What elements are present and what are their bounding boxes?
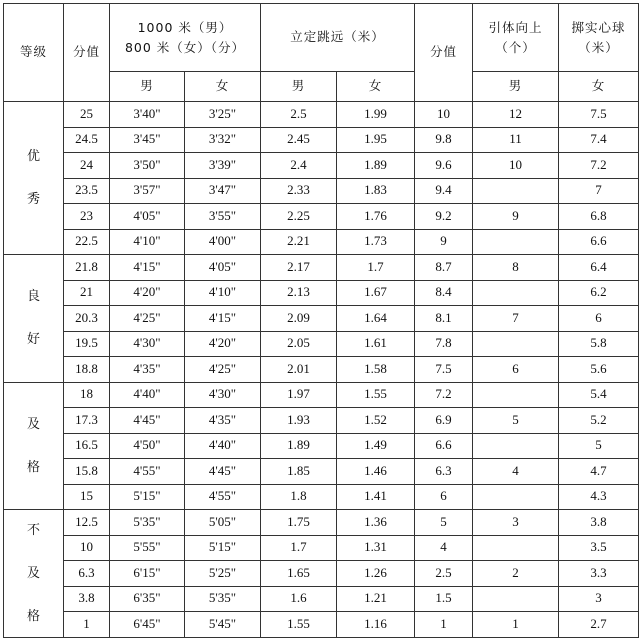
cell-score2: 8.4: [415, 280, 473, 306]
cell-score2: 9: [415, 229, 473, 255]
cell-run-male: 5'15": [110, 484, 185, 510]
cell-jump-male: 1.85: [261, 459, 337, 485]
cell-run-male: 4'25": [110, 306, 185, 332]
header-score2: 分值: [415, 4, 473, 102]
table-header: [4, 4, 639, 102]
table-row: [4, 102, 639, 128]
table-body: [4, 102, 639, 638]
cell-pullup-male: 8: [473, 255, 559, 281]
cell-jump-female: 1.55: [337, 382, 415, 408]
cell-ball-female: 3.8: [559, 510, 639, 536]
header-run-female: 女: [185, 72, 261, 102]
cell-run-female: 3'55": [185, 204, 261, 230]
cell-jump-male: 2.5: [261, 102, 337, 128]
cell-pullup-male: 4: [473, 459, 559, 485]
cell-jump-male: 1.93: [261, 408, 337, 434]
cell-jump-female: 1.46: [337, 459, 415, 485]
cell-ball-female: 3.3: [559, 561, 639, 587]
cell-ball-female: 5.8: [559, 331, 639, 357]
cell-run-male: 4'15": [110, 255, 185, 281]
header-pullup-male: 男: [473, 72, 559, 102]
cell-score2: 7.2: [415, 382, 473, 408]
table-row: [4, 153, 639, 179]
cell-score: 23.5: [64, 178, 110, 204]
cell-score: 20.3: [64, 306, 110, 332]
cell-ball-female: 5.6: [559, 357, 639, 383]
cell-score: 10: [64, 535, 110, 561]
cell-run-male: 3'45": [110, 127, 185, 153]
cell-ball-female: 6.4: [559, 255, 639, 281]
cell-run-male: 6'45": [110, 612, 185, 638]
cell-ball-female: 6.2: [559, 280, 639, 306]
cell-score2: 8.7: [415, 255, 473, 281]
grade-char: 格: [26, 608, 40, 624]
cell-run-female: 4'55": [185, 484, 261, 510]
cell-score2: 8.1: [415, 306, 473, 332]
cell-run-male: 3'50": [110, 153, 185, 179]
table-row: [4, 229, 639, 255]
cell-jump-female: 1.16: [337, 612, 415, 638]
grade-gap: [4, 163, 63, 193]
cell-score: 24.5: [64, 127, 110, 153]
grade-char: 优: [26, 149, 40, 164]
cell-run-male: 4'55": [110, 459, 185, 485]
grade-gap: [4, 537, 63, 567]
cell-run-female: 4'20": [185, 331, 261, 357]
cell-score2: 10: [415, 102, 473, 128]
cell-ball-female: 4.7: [559, 459, 639, 485]
cell-run-male: 5'55": [110, 535, 185, 561]
cell-ball-female: 5.2: [559, 408, 639, 434]
grade-cell: [4, 102, 64, 255]
cell-score: 18: [64, 382, 110, 408]
cell-pullup-male: [473, 382, 559, 408]
cell-run-female: 5'15": [185, 535, 261, 561]
cell-run-male: 3'57": [110, 178, 185, 204]
header-run-line2: 800 米（女）（分）: [124, 39, 246, 55]
grade-cell: [4, 255, 64, 383]
cell-jump-male: 2.09: [261, 306, 337, 332]
cell-score: 18.8: [64, 357, 110, 383]
header-ball-line2: （米）: [578, 39, 619, 55]
cell-pullup-male: [473, 331, 559, 357]
cell-jump-male: 2.17: [261, 255, 337, 281]
header-jump-male: 男: [261, 72, 337, 102]
cell-jump-male: 2.05: [261, 331, 337, 357]
cell-score2: 6: [415, 484, 473, 510]
cell-jump-male: 2.13: [261, 280, 337, 306]
grade-char: 格: [26, 459, 40, 475]
cell-run-female: 3'25": [185, 102, 261, 128]
cell-jump-male: 1.65: [261, 561, 337, 587]
cell-run-female: 4'15": [185, 306, 261, 332]
grade-char: 良: [26, 289, 40, 305]
cell-score2: 6.3: [415, 459, 473, 485]
cell-pullup-male: 6: [473, 357, 559, 383]
cell-run-female: 4'25": [185, 357, 261, 383]
cell-run-male: 4'20": [110, 280, 185, 306]
header-ball: [559, 4, 639, 72]
cell-score2: 7.5: [415, 357, 473, 383]
cell-pullup-male: 9: [473, 204, 559, 230]
cell-score2: 7.8: [415, 331, 473, 357]
cell-score2: 6.6: [415, 433, 473, 459]
cell-jump-male: 1.75: [261, 510, 337, 536]
cell-run-male: 4'30": [110, 331, 185, 357]
grade-cell: [4, 510, 64, 638]
header-ball-female: 女: [559, 72, 639, 102]
cell-jump-male: 2.33: [261, 178, 337, 204]
cell-ball-female: 6.8: [559, 204, 639, 230]
cell-score2: 5: [415, 510, 473, 536]
cell-pullup-male: [473, 484, 559, 510]
table-row: [4, 306, 639, 332]
cell-score2: 4: [415, 535, 473, 561]
cell-pullup-male: 3: [473, 510, 559, 536]
cell-ball-female: 2.7: [559, 612, 639, 638]
header-pullup-line1: 引体向上: [488, 19, 543, 35]
table-row: [4, 178, 639, 204]
cell-run-female: 4'00": [185, 229, 261, 255]
cell-jump-female: 1.89: [337, 153, 415, 179]
cell-run-male: 4'50": [110, 433, 185, 459]
table-row: [4, 510, 639, 536]
cell-score: 15.8: [64, 459, 110, 485]
cell-jump-male: 2.4: [261, 153, 337, 179]
table-row: [4, 433, 639, 459]
header-run: [110, 4, 261, 72]
cell-pullup-male: 12: [473, 102, 559, 128]
cell-pullup-male: [473, 586, 559, 612]
cell-jump-male: 1.8: [261, 484, 337, 510]
cell-run-male: 4'05": [110, 204, 185, 230]
table-row: [4, 204, 639, 230]
grade-char: 好: [26, 332, 40, 348]
grade-gap: [4, 431, 63, 461]
cell-run-female: 4'30": [185, 382, 261, 408]
cell-pullup-male: 1: [473, 612, 559, 638]
score-table: [3, 3, 639, 638]
cell-jump-male: 1.89: [261, 433, 337, 459]
cell-run-male: 5'35": [110, 510, 185, 536]
cell-pullup-male: 5: [473, 408, 559, 434]
header-run-line1: 1000 米（男）: [137, 19, 233, 35]
cell-run-female: 4'05": [185, 255, 261, 281]
cell-jump-male: 1.6: [261, 586, 337, 612]
cell-pullup-male: 7: [473, 306, 559, 332]
cell-jump-female: 1.49: [337, 433, 415, 459]
cell-jump-male: 2.45: [261, 127, 337, 153]
table-row: [4, 459, 639, 485]
table-row: [4, 357, 639, 383]
cell-jump-female: 1.76: [337, 204, 415, 230]
cell-pullup-male: 11: [473, 127, 559, 153]
cell-jump-female: 1.41: [337, 484, 415, 510]
cell-ball-female: 7: [559, 178, 639, 204]
cell-jump-female: 1.31: [337, 535, 415, 561]
cell-run-male: 6'35": [110, 586, 185, 612]
header-score: 分值: [64, 4, 110, 102]
cell-score2: 9.8: [415, 127, 473, 153]
grade-char: 秀: [26, 192, 40, 207]
cell-score2: 6.9: [415, 408, 473, 434]
cell-score: 17.3: [64, 408, 110, 434]
cell-run-male: 6'15": [110, 561, 185, 587]
cell-jump-male: 1.55: [261, 612, 337, 638]
cell-run-male: 4'45": [110, 408, 185, 434]
table-row: [4, 408, 639, 434]
cell-pullup-male: [473, 535, 559, 561]
cell-run-female: 5'45": [185, 612, 261, 638]
cell-ball-female: 3.5: [559, 535, 639, 561]
cell-ball-female: 5.4: [559, 382, 639, 408]
cell-jump-female: 1.21: [337, 586, 415, 612]
cell-run-female: 4'45": [185, 459, 261, 485]
grade-char: 不: [26, 522, 40, 538]
cell-jump-male: 2.21: [261, 229, 337, 255]
cell-jump-female: 1.64: [337, 306, 415, 332]
grade-gap: [4, 303, 63, 333]
cell-run-female: 4'35": [185, 408, 261, 434]
cell-ball-female: 7.4: [559, 127, 639, 153]
cell-run-male: 4'40": [110, 382, 185, 408]
cell-jump-female: 1.7: [337, 255, 415, 281]
cell-jump-female: 1.26: [337, 561, 415, 587]
cell-ball-female: 7.5: [559, 102, 639, 128]
cell-ball-female: 3: [559, 586, 639, 612]
table-row: [4, 535, 639, 561]
cell-jump-female: 1.67: [337, 280, 415, 306]
table-row: [4, 586, 639, 612]
cell-ball-female: 5: [559, 433, 639, 459]
table-row: [4, 561, 639, 587]
cell-jump-female: 1.61: [337, 331, 415, 357]
cell-run-female: 5'35": [185, 586, 261, 612]
cell-run-male: 3'40": [110, 102, 185, 128]
cell-run-female: 4'40": [185, 433, 261, 459]
grade-char: 及: [26, 416, 40, 432]
cell-run-male: 4'10": [110, 229, 185, 255]
cell-jump-female: 1.58: [337, 357, 415, 383]
header-pullup-line2: （个）: [495, 39, 536, 55]
cell-score: 25: [64, 102, 110, 128]
cell-ball-female: 6.6: [559, 229, 639, 255]
grade-char: 及: [26, 565, 40, 581]
grade-cell: [4, 382, 64, 510]
cell-jump-female: 1.36: [337, 510, 415, 536]
cell-pullup-male: [473, 280, 559, 306]
cell-jump-female: 1.99: [337, 102, 415, 128]
header-pullup: [473, 4, 559, 72]
cell-jump-male: 2.01: [261, 357, 337, 383]
cell-jump-female: 1.73: [337, 229, 415, 255]
cell-run-female: 3'47": [185, 178, 261, 204]
cell-score2: 9.6: [415, 153, 473, 179]
cell-jump-male: 1.7: [261, 535, 337, 561]
table-row: [4, 127, 639, 153]
cell-score: 15: [64, 484, 110, 510]
cell-score: 1: [64, 612, 110, 638]
cell-score2: 9.4: [415, 178, 473, 204]
cell-score: 21: [64, 280, 110, 306]
table-row: [4, 255, 639, 281]
header-jump: 立定跳远（米）: [261, 4, 415, 72]
table-row: [4, 280, 639, 306]
cell-jump-female: 1.95: [337, 127, 415, 153]
cell-pullup-male: [473, 229, 559, 255]
cell-score: 22.5: [64, 229, 110, 255]
cell-run-female: 3'39": [185, 153, 261, 179]
cell-pullup-male: [473, 178, 559, 204]
table-row: [4, 382, 639, 408]
table-row: [4, 331, 639, 357]
table-row: [4, 484, 639, 510]
cell-score2: 1: [415, 612, 473, 638]
cell-score: 19.5: [64, 331, 110, 357]
cell-score: 6.3: [64, 561, 110, 587]
cell-run-male: 4'35": [110, 357, 185, 383]
cell-score: 16.5: [64, 433, 110, 459]
cell-score: 21.8: [64, 255, 110, 281]
header-jump-female: 女: [337, 72, 415, 102]
header-run-male: 男: [110, 72, 185, 102]
cell-score2: 1.5: [415, 586, 473, 612]
cell-score2: 9.2: [415, 204, 473, 230]
cell-score: 23: [64, 204, 110, 230]
cell-jump-male: 2.25: [261, 204, 337, 230]
cell-jump-female: 1.52: [337, 408, 415, 434]
header-ball-line1: 掷实心球: [571, 19, 626, 35]
cell-jump-female: 1.83: [337, 178, 415, 204]
cell-score: 3.8: [64, 586, 110, 612]
cell-pullup-male: 10: [473, 153, 559, 179]
table-row: [4, 612, 639, 638]
cell-score2: 2.5: [415, 561, 473, 587]
cell-run-female: 5'25": [185, 561, 261, 587]
cell-score: 12.5: [64, 510, 110, 536]
cell-pullup-male: 2: [473, 561, 559, 587]
cell-run-female: 4'10": [185, 280, 261, 306]
header-grade: 等级: [4, 4, 64, 102]
cell-pullup-male: [473, 433, 559, 459]
cell-ball-female: 4.3: [559, 484, 639, 510]
cell-ball-female: 7.2: [559, 153, 639, 179]
cell-run-female: 3'32": [185, 127, 261, 153]
cell-score: 24: [64, 153, 110, 179]
grade-gap: [4, 580, 63, 610]
cell-ball-female: 6: [559, 306, 639, 332]
cell-jump-male: 1.97: [261, 382, 337, 408]
cell-run-female: 5'05": [185, 510, 261, 536]
